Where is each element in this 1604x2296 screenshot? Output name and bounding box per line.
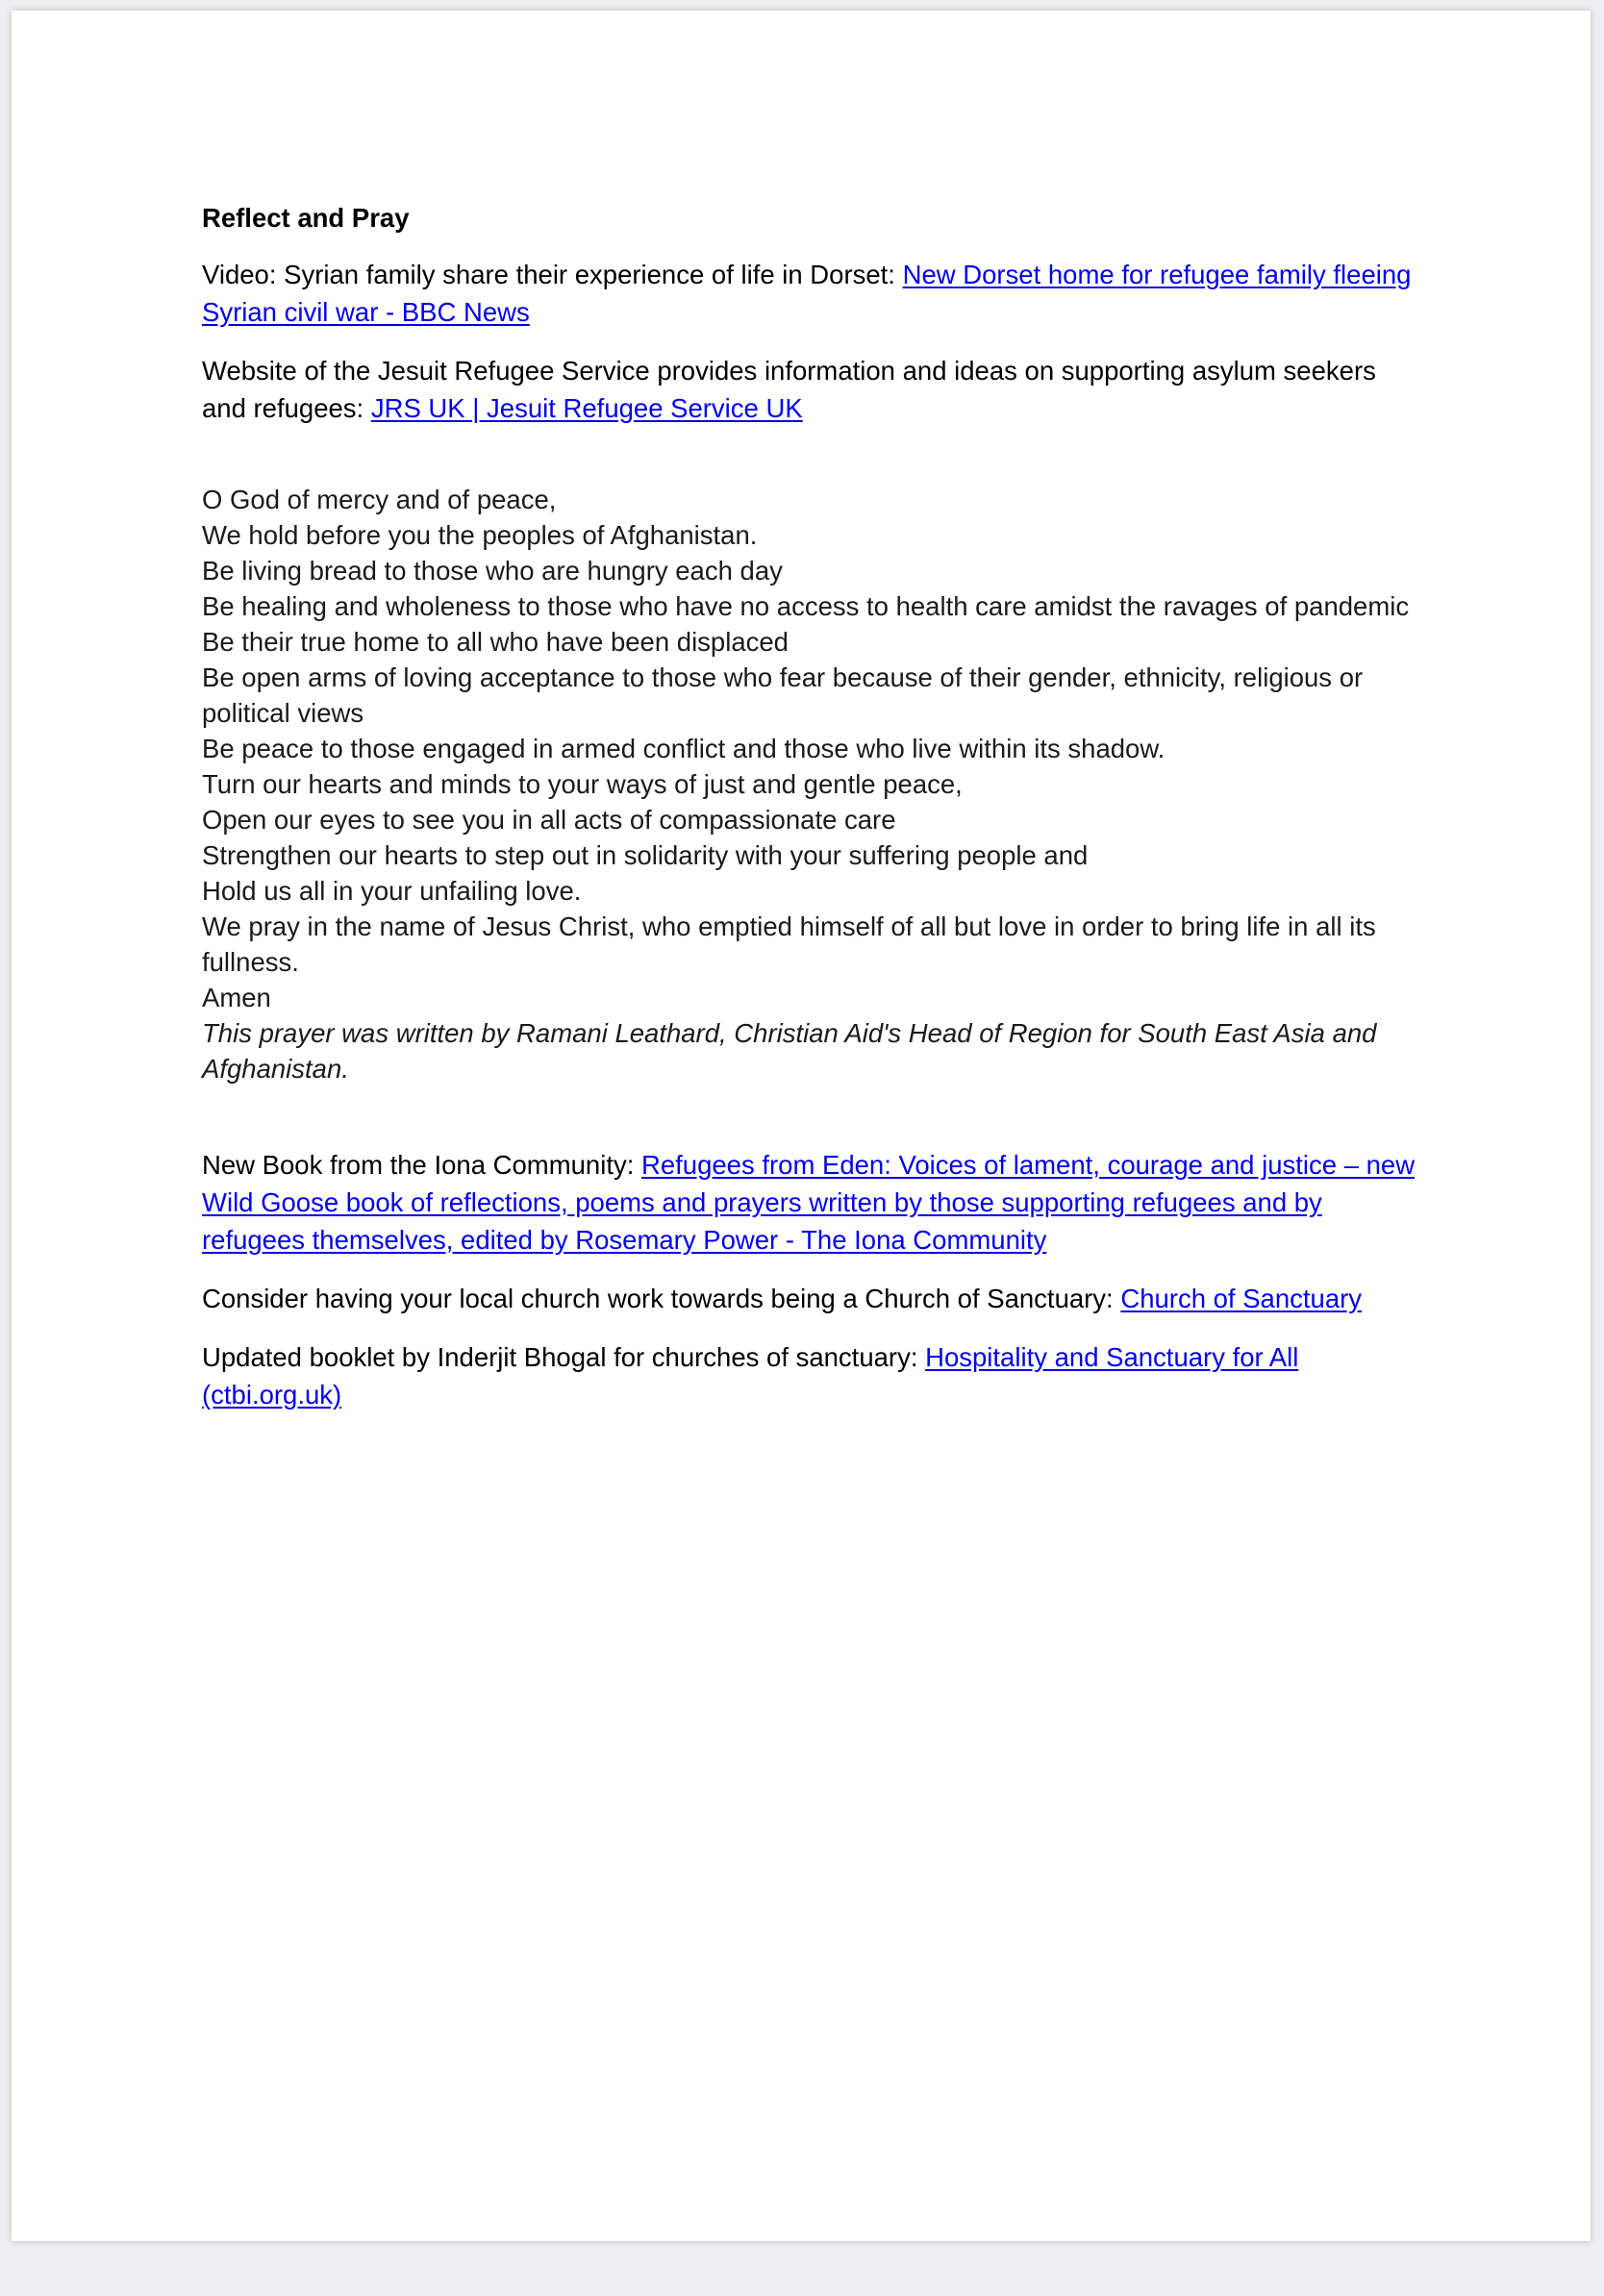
sanctuary-paragraph [202, 1280, 1423, 1317]
document-content [202, 199, 1423, 1435]
prayer-block [202, 482, 1423, 1086]
prayer-line: Be living bread to those who are hungry each day [202, 556, 783, 586]
church-of-sanctuary-link[interactable]: Church of Sanctuary [1120, 1284, 1363, 1313]
prayer-line: Strengthen our hearts to step out in solidarity with your suffering people and [202, 840, 1089, 870]
prayer-credit: This prayer was written by Ramani Leathard, Christian Aid's Head of Region for South East Asia and Afghanistan. [202, 1018, 1377, 1084]
prayer-amen: Amen [202, 983, 271, 1012]
video-paragraph [202, 256, 1423, 331]
prayer-line: O God of mercy and of peace, [202, 485, 557, 514]
bbc-news-link[interactable]: New Dorset home for refugee family fleeing Syrian civil war - BBC News [202, 260, 1412, 327]
iona-book-link[interactable]: Refugees from Eden: Voices of lament, courage and justice – new Wild Goose book of reflections, poems and prayers written by those supporting refugees and by refugees themselves, edited by Rosemary Power - The Iona Community [202, 1150, 1416, 1255]
video-text: Video: Syrian family share their experience of life in Dorset: [202, 260, 903, 289]
jrs-link[interactable]: JRS UK | Jesuit Refugee Service UK [370, 393, 803, 423]
prayer-line: We hold before you the peoples of Afghanistan. [202, 520, 758, 550]
ctbi-booklet-link[interactable]: Hospitality and Sanctuary for All (ctbi.org.uk) [202, 1342, 1299, 1410]
book-paragraph [202, 1146, 1423, 1259]
document-page [12, 11, 1591, 2241]
prayer-line: Open our eyes to see you in all acts of compassionate care [202, 805, 896, 835]
sanctuary-text: Consider having your local church work towards being a Church of Sanctuary: [202, 1284, 1121, 1313]
book-text: New Book from the Iona Community: [202, 1150, 641, 1180]
jrs-paragraph [202, 352, 1423, 427]
prayer-line: Be open arms of loving acceptance to those who fear because of their gender, ethnicity, religious or political views [202, 662, 1364, 728]
prayer-line: Be healing and wholeness to those who have no access to health care amidst the ravages of pandemic [202, 591, 1410, 621]
prayer-line: Be their true home to all who have been displaced [202, 627, 789, 657]
prayer-line: Turn our hearts and minds to your ways of just and gentle peace, [202, 769, 963, 799]
section-heading: Reflect and Pray [202, 203, 410, 233]
booklet-text: Updated booklet by Inderjit Bhogal for churches of sanctuary: [202, 1342, 926, 1372]
jrs-text: Website of the Jesuit Refugee Service provides information and ideas on supporting asylum seekers and refugees: [202, 356, 1376, 423]
prayer-line: Be peace to those engaged in armed conflict and those who live within its shadow. [202, 734, 1165, 763]
prayer-line: We pray in the name of Jesus Christ, who emptied himself of all but love in order to bring life in all its fullness. [202, 911, 1376, 977]
booklet-paragraph [202, 1338, 1423, 1413]
prayer-line: Hold us all in your unfailing love. [202, 876, 582, 906]
